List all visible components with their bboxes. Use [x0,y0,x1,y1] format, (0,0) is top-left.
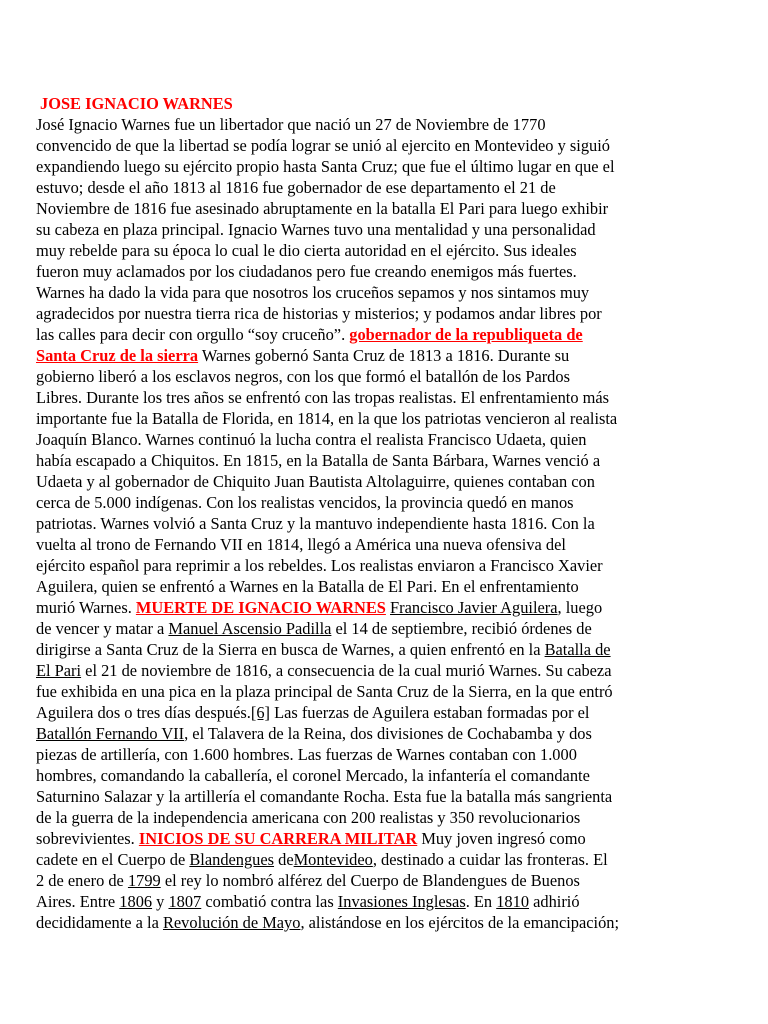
text-line [36,870,706,891]
hyperlink[interactable]: 1806 [119,892,153,911]
text-segment: adhirió [529,892,580,911]
text-line [36,681,706,702]
text-segment: fue exhibida en una pica en la plaza principal de Santa Cruz de la Sierra, en la que entró [36,682,613,701]
text-line [36,765,706,786]
text-segment: su cabeza en plaza principal. Ignacio Warnes tuvo una mentalidad y una personalidad [36,220,596,239]
text-line [36,324,706,345]
hyperlink[interactable]: [6] [250,703,270,722]
text-line [36,513,706,534]
text-segment: expandiendo luego su ejército propio hasta Santa Cruz; que fue el último lugar en que el [36,157,615,176]
text-segment: 2 de enero de [36,871,128,890]
document-page [36,93,706,933]
text-segment: , el Talavera de la Reina, dos divisiones de Cochabamba y dos [184,724,592,743]
text-line [36,450,706,471]
hyperlink[interactable]: Blandengues [189,850,275,869]
text-line [36,723,706,744]
text-segment: Warnes ha dado la vida para que nosotros los cruceños sepamos y nos sintamos muy [36,283,590,302]
text-segment: hombres, comandando la caballería, el coronel Mercado, la infantería el comandante [36,766,590,785]
text-line [36,597,706,618]
text-segment: estuvo; desde el año 1813 al 1816 fue gobernador de ese departamento el 21 de [36,178,556,197]
text-line [36,492,706,513]
text-segment: ejército español para reprimir a los rebeldes. Los realistas enviaron a Francisco Xavier [36,556,603,575]
text-segment: combatió contra las [201,892,338,911]
text-segment: cadete en el Cuerpo de [36,850,190,869]
text-segment: el rey lo nombró alférez del Cuerpo de Blandengues de Buenos [160,871,580,890]
text-line [36,576,706,597]
text-segment: había escapado a Chiquitos. En 1815, en la Batalla de Santa Bárbara, Warnes venció a [36,451,601,470]
text-segment: . En [465,892,497,911]
text-segment: convencido de que la libertad se podía lograr se unió al ejercito en Montevideo y siguió [36,136,610,155]
text-line [36,786,706,807]
hyperlink[interactable]: El Pari [36,661,82,680]
text-segment: Noviembre de 1816 fue asesinado abruptamente en la batalla El Pari para luego exhibir [36,199,609,218]
text-segment: vuelta al trono de Fernando VII en 1814, llegó a América una nueva ofensiva del [36,535,566,554]
text-line [36,534,706,555]
text-segment: Las fuerzas de Aguilera estaban formadas por el [269,703,590,722]
text-line [36,135,706,156]
text-segment: Joaquín Blanco. Warnes continuó la lucha contra el realista Francisco Udaeta, quien [36,430,587,449]
document-title: JOSE IGNACIO WARNES [40,94,233,113]
text-line [36,261,706,282]
text-line [36,429,706,450]
text-segment: fueron muy aclamados por los ciudadanos pero fue creando enemigos más fuertes. [36,262,577,281]
document-body [36,114,706,933]
section-heading-link[interactable]: Santa Cruz de la sierra [36,346,199,365]
text-line [36,240,706,261]
text-segment: sobrevivientes. [36,829,139,848]
hyperlink[interactable]: Batallón Fernando VII [36,724,185,743]
document-title-line [36,93,706,114]
text-line [36,912,706,933]
text-segment: , destinado a cuidar las fronteras. El [372,850,608,869]
text-line [36,702,706,723]
hyperlink[interactable]: Francisco Javier Aguilera [390,598,558,617]
text-line [36,198,706,219]
text-line [36,345,706,366]
text-segment: de [274,850,294,869]
text-line [36,366,706,387]
text-line [36,618,706,639]
text-segment: José Ignacio Warnes fue un libertador que nació un 27 de Noviembre de 1770 [36,115,546,134]
text-segment: gobierno liberó a los esclavos negros, con los que formó el batallón de los Pardos [36,367,570,386]
text-segment: muy rebelde para su época lo cual le dio cierta autoridad en el ejército. Sus ideales [36,241,577,260]
text-segment: Saturnino Salazar y la artillería el comandante Rocha. Esta fue la batalla más sangrienta [36,787,613,806]
text-line [36,639,706,660]
hyperlink[interactable]: 1810 [496,892,530,911]
text-segment: Aires. Entre [36,892,120,911]
text-line [36,744,706,765]
text-line [36,303,706,324]
hyperlink[interactable]: Revolución de Mayo [162,913,301,932]
text-line [36,177,706,198]
hyperlink[interactable]: Manuel Ascensio Padilla [168,619,332,638]
text-line [36,828,706,849]
text-line [36,807,706,828]
text-line [36,408,706,429]
text-segment: , alistándose en los ejércitos de la emancipación; [300,913,620,932]
text-segment: dirigirse a Santa Cruz de la Sierra en busca de Warnes, a quien enfrentó en la [36,640,545,659]
text-segment: patriotas. Warnes volvió a Santa Cruz y la mantuvo independiente hasta 1816. Con la [36,514,595,533]
hyperlink[interactable]: Montevideo [293,850,373,869]
text-segment: el 21 de noviembre de 1816, a consecuencia de la cual murió Warnes. Su cabeza [81,661,612,680]
text-segment: de vencer y matar a [36,619,169,638]
text-line [36,114,706,135]
text-segment: el 14 de septiembre, recibió órdenes de [331,619,592,638]
text-segment: Aguilera, quien se enfrentó a Warnes en la Batalla de El Pari. En el enfrentamiento [36,577,579,596]
text-segment: Aguilera dos o tres días después. [36,703,251,722]
text-segment: murió Warnes. [36,598,136,617]
text-line [36,219,706,240]
section-heading-link[interactable]: gobernador de la republiqueta de [349,325,583,344]
section-heading-link[interactable]: MUERTE DE IGNACIO WARNES [135,598,386,617]
text-segment: piezas de artillería, con 1.600 hombres. Las fuerzas de Warnes contaban con 1.000 [36,745,577,764]
hyperlink[interactable]: Batalla de [544,640,611,659]
text-line [36,849,706,870]
text-segment: importante fue la Batalla de Florida, en 1814, en la que los patriotas vencieron al realista [36,409,618,428]
text-line [36,471,706,492]
text-segment: Libres. Durante los tres años se enfrentó con las tropas realistas. El enfrentamiento más [36,388,610,407]
text-line [36,660,706,681]
text-segment: Muy joven ingresó como [417,829,586,848]
hyperlink[interactable]: Invasiones Inglesas [337,892,466,911]
text-line [36,156,706,177]
text-segment: , luego [557,598,603,617]
text-line [36,282,706,303]
text-line [36,555,706,576]
section-heading-link[interactable]: INICIOS DE SU CARRERA MILITAR [138,829,418,848]
text-segment: las calles para decir con orgullo “soy cruceño”. [36,325,350,344]
text-segment: Warnes gobernó Santa Cruz de 1813 a 1816. Durante su [198,346,570,365]
text-line [36,891,706,912]
text-line [36,387,706,408]
text-segment: y [152,892,169,911]
hyperlink[interactable]: 1807 [168,892,202,911]
text-segment: de la guerra de la independencia americana con 200 realistas y 350 revolucionarios [36,808,581,827]
text-segment: agradecidos por nuestra tierra rica de historias y misterios; y podamos andar libres por [36,304,602,323]
hyperlink[interactable]: 1799 [127,871,161,890]
text-segment: cerca de 5.000 indígenas. Con los realistas vencidos, la provincia quedó en manos [36,493,574,512]
text-segment: Udaeta y al gobernador de Chiquito Juan Bautista Altolaguirre, quienes contaban con [36,472,595,491]
text-segment: decididamente a la [36,913,163,932]
